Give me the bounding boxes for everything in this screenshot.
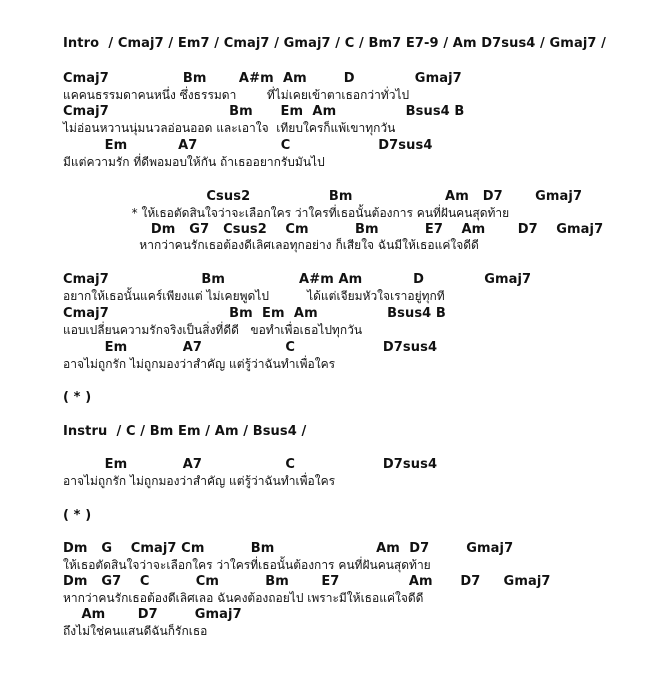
- chord-line: Dm G7 Csus2 Cm Bm E7 Am D7 Gmaj7: [63, 222, 604, 237]
- chord-line: Intro / Cmaj7 / Em7 / Cmaj7 / Gmaj7 / C / Bm7 E7-9 / Am D7sus4 / Gmaj7 /: [63, 36, 606, 51]
- lyric-line: แคคนธรรมดาคนหนึ่ง ซึ่งธรรมดา ที่ไม่เคยเข้าตาเธอกว่าทั่วไป: [63, 88, 410, 102]
- lyric-line: อาจไม่ถูกรัก ไม่ถูกมองว่าสำคัญ แต่รู้ว่าฉันทำเพื่อใคร: [63, 357, 336, 371]
- lyric-line: ถึงไม่ใช่คนแสนดีฉันก็รักเธอ: [63, 624, 208, 638]
- chord-line: Cmaj7 Bm Em Am Bsus4 B: [63, 306, 446, 321]
- lyric-line: ให้เธอตัดสินใจว่าจะเลือกใคร ว่าใครที่เธอนั้นต้องการ คนที่ฝันคนสุดท้าย: [63, 558, 431, 572]
- chord-line: Dm G7 C Cm Bm E7 Am D7 Gmaj7: [63, 574, 551, 589]
- chord-line: Dm G Cmaj7 Cm Bm Am D7 Gmaj7: [63, 541, 514, 556]
- chord-line: Em A7 C D7sus4: [63, 457, 438, 472]
- chord-line: Am D7 Gmaj7: [63, 607, 242, 622]
- lyric-line: ไม่อ่อนหวานนุ่มนวลอ่อนออด และเอาใจ เทียบใครก็แพ้เขาทุกวัน: [63, 121, 396, 135]
- chord-line: ( * ): [63, 390, 92, 405]
- lyric-line: หากว่าคนรักเธอต้องดีเลิศเลอ ฉันคงต้องถอยไป เพราะมีให้เธอแค่ใจดีดี: [63, 591, 424, 605]
- chord-line: Em A7 C D7sus4: [63, 340, 438, 355]
- lyric-line: อาจไม่ถูกรัก ไม่ถูกมองว่าสำคัญ แต่รู้ว่าฉันทำเพื่อใคร: [63, 474, 336, 488]
- lyric-line: มีแต่ความรัก ที่ดีพอมอบให้กัน ถ้าเธออยากรับมันไป: [63, 155, 325, 169]
- lyric-line: หากว่าคนรักเธอต้องดีเลิศเลอทุกอย่าง ก็เสียใจ ฉันมีให้เธอแค่ใจดีดี: [63, 238, 479, 252]
- chord-line: Cmaj7 Bm A#m Am D Gmaj7: [63, 71, 462, 86]
- chord-line: Cmaj7 Bm Em Am Bsus4 B: [63, 104, 465, 119]
- chord-line: Em A7 C D7sus4: [63, 138, 433, 153]
- chord-line: Cmaj7 Bm A#m Am D Gmaj7: [63, 272, 532, 287]
- chord-line: ( * ): [63, 508, 92, 523]
- chord-line: Csus2 Bm Am D7 Gmaj7: [63, 189, 583, 204]
- lyric-line: อยากให้เธอนั้นแคร์เพียงแต่ ไม่เคยพูดไป ได้แต่เจียมหัวใจเราอยู่ทุกที: [63, 289, 445, 303]
- chord-line: Instru / C / Bm Em / Am / Bsus4 /: [63, 424, 307, 439]
- lyric-line: แอบเปลี่ยนความรักจริงเป็นสิ่งที่ดีดี ขอทำเพื่อเธอไปทุกวัน: [63, 323, 363, 337]
- lyric-line: * ให้เธอตัดสินใจว่าจะเลือกใคร ว่าใครที่เธอนั้นต้องการ คนที่ฝันคนสุดท้าย: [63, 206, 510, 220]
